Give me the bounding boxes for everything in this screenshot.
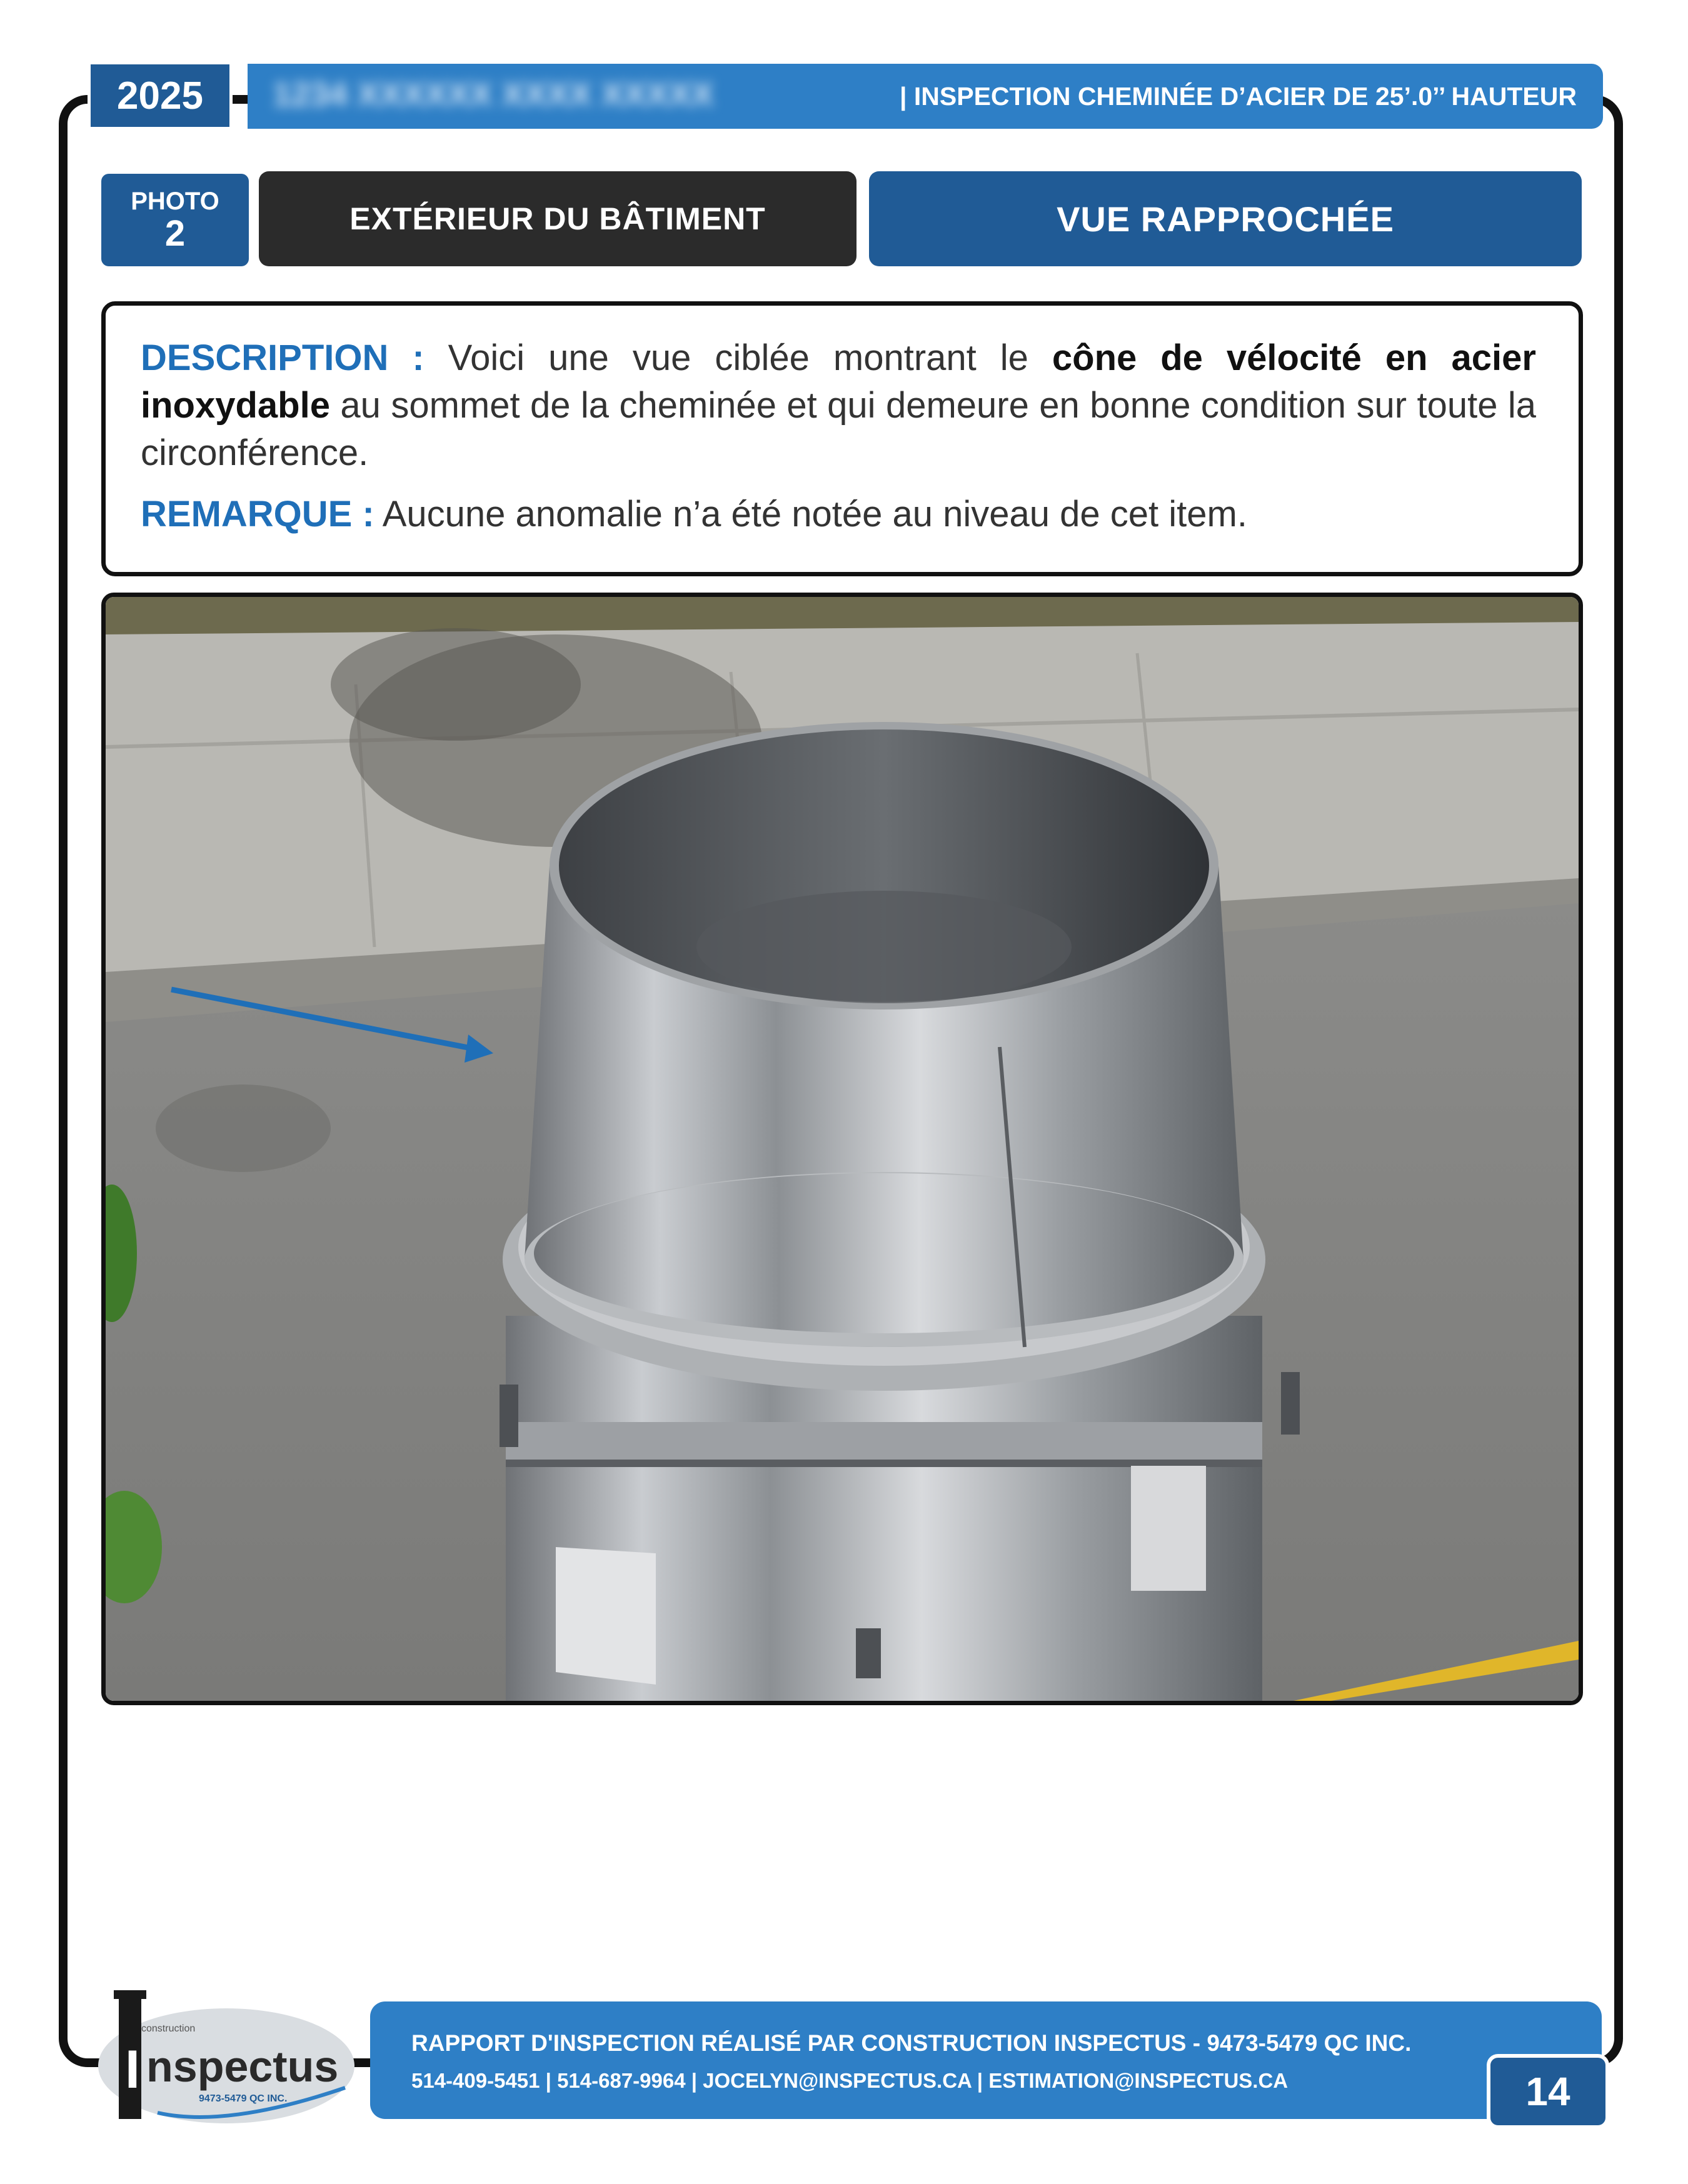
photo-number-badge <box>101 174 249 266</box>
redacted-address: 1234 XXXXXX XXXX XXXXX <box>273 76 714 113</box>
header-bar <box>248 64 1603 129</box>
logo-chimney-cap <box>114 1990 146 1999</box>
footer-contact-line: 514-409-5451 | 514-687-9964 | JOCELYN@INSPECTUS.CA | ESTIMATION@INSPECTUS.CA <box>411 2069 1289 2092</box>
photo-label: PHOTO <box>131 188 219 215</box>
section-view-type: VUE RAPPROCHÉE <box>869 171 1582 266</box>
logo-sub1: construction <box>141 2023 196 2034</box>
chimney-cone-photo <box>106 597 1579 1701</box>
remark-text: Aucune anomalie n’a été notée au niveau de cet item. <box>374 494 1247 534</box>
footer-bar <box>370 2001 1602 2119</box>
photo-number: 2 <box>164 213 186 254</box>
footer-company-line: RAPPORT D'INSPECTION RÉALISÉ PAR CONSTRUCTION INSPECTUS - 9473-5479 QC INC. <box>411 2030 1412 2056</box>
description-paragraph <box>141 334 1536 477</box>
inspectus-logo <box>89 1988 364 2131</box>
remark-paragraph <box>141 491 1536 538</box>
page-number: 14 <box>1487 2054 1609 2129</box>
description-box <box>101 301 1583 576</box>
report-title: | INSPECTION CHEMINÉE D’ACIER DE 25’.0’’ HAUTEUR <box>900 81 1577 111</box>
logo-sub2: 9473-5479 QC INC. <box>199 2093 288 2104</box>
inspection-photo <box>101 593 1583 1705</box>
description-text-after: au sommet de la cheminée et qui demeure en bonne condition sur toute la circonférence. <box>141 385 1536 473</box>
year-badge: 2025 <box>88 61 233 130</box>
description-text-before: Voici une vue ciblée montrant le <box>424 338 1052 378</box>
logo-word: nspectus <box>146 2042 339 2091</box>
remark-label: REMARQUE : <box>141 494 374 534</box>
section-location: EXTÉRIEUR DU BÂTIMENT <box>259 171 857 266</box>
description-bold: cône de vélocité en acier inoxydable <box>141 338 1536 426</box>
logo-initial: I <box>125 2040 140 2100</box>
description-label: DESCRIPTION : <box>141 338 425 378</box>
